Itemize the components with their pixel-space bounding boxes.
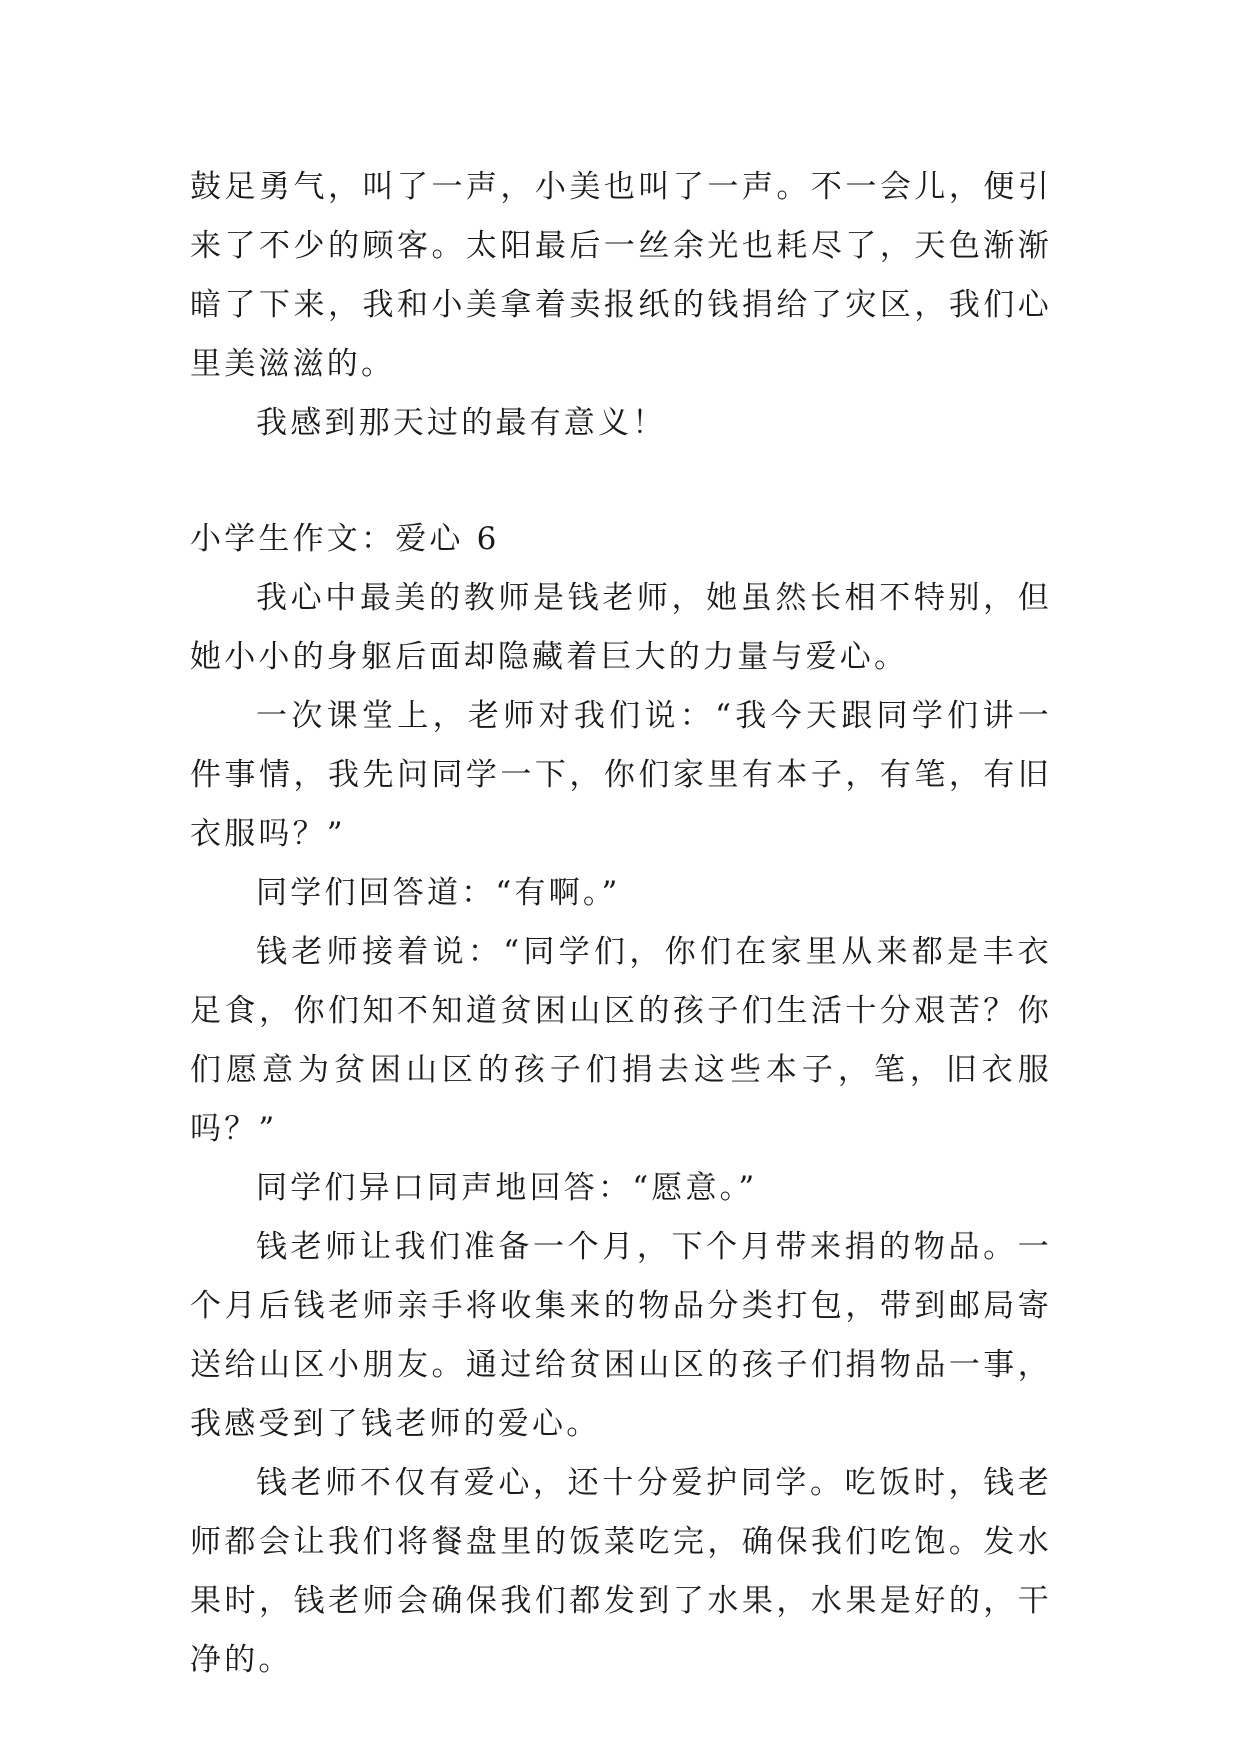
paragraph-students-agree: 同学们异口同声地回答：“愿意。”	[256, 1170, 758, 1206]
essay-title: 小学生作文：爱心 6	[190, 521, 500, 557]
paragraph-conclusion: 我感到那天过的最有意义！	[256, 405, 667, 441]
paragraph-teacher-asks: 钱老师接着说：“同学们，你们在家里从来都是丰衣足食，你们知不知道贫困山区的孩子们生活十分艰苦？你们愿意为贫困山区的孩子们捐去这些本子，笔，旧衣服吗？”	[190, 934, 1052, 1147]
paragraph-donation: 钱老师让我们准备一个月，下个月带来捐的物品。一个月后钱老师亲手将收集来的物品分类打包，带到邮局寄送给山区小朋友。通过给贫困山区的孩子们捐物品一事，我感受到了钱老师的爱心。	[190, 1229, 1052, 1442]
paragraph-care: 钱老师不仅有爱心，还十分爱护同学。吃饭时，钱老师都会让我们将餐盘里的饭菜吃完，确保我们吃饱。发水果时，钱老师会确保我们都发到了水果，水果是好的，干净的。	[190, 1465, 1052, 1678]
paragraph-teacher-intro: 我心中最美的教师是钱老师，她虽然长相不特别，但她小小的身躯后面却隐藏着巨大的力量与爱心。	[190, 580, 1052, 675]
essay-body	[190, 158, 1052, 1690]
paragraph-students-answer: 同学们回答道：“有啊。”	[256, 875, 621, 911]
paragraph-intro-continuation: 鼓足勇气，叫了一声，小美也叫了一声。不一会儿，便引来了不少的顾客。太阳最后一丝余光也耗尽了，天色渐渐暗了下来，我和小美拿着卖报纸的钱捐给了灾区，我们心里美滋滋的。	[190, 169, 1052, 382]
paragraph-classroom-question: 一次课堂上，老师对我们说：“我今天跟同学们讲一件事情，我先问同学一下，你们家里有本子，有笔，有旧衣服吗？”	[190, 698, 1052, 852]
